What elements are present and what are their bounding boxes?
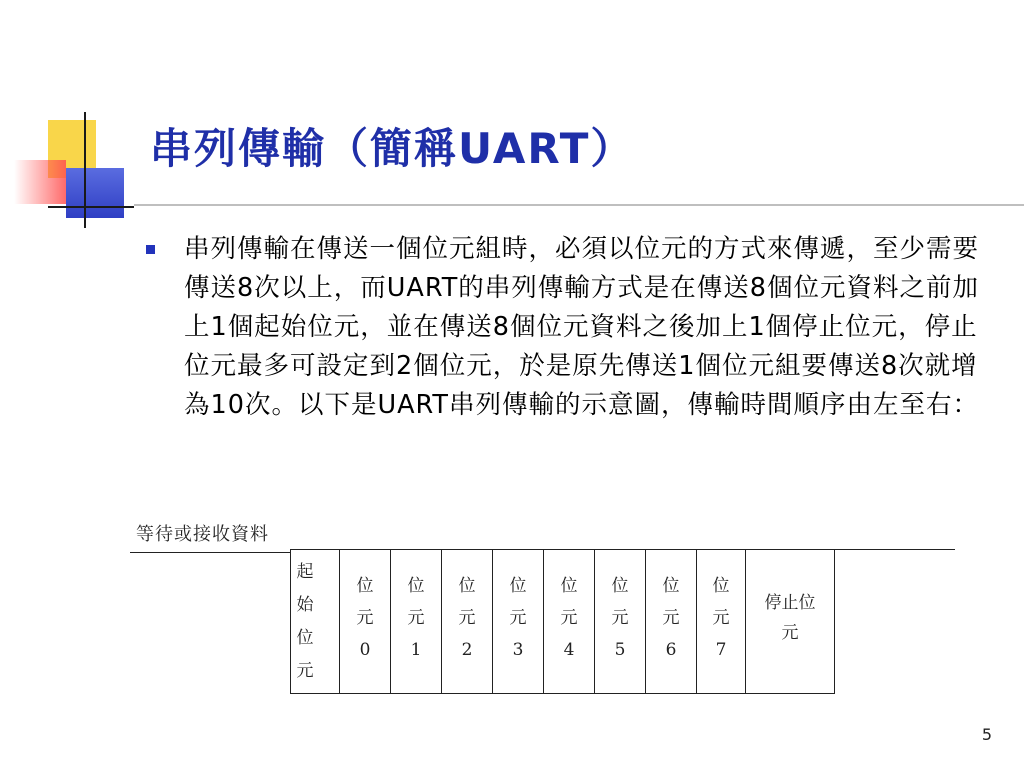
cell-divider <box>543 549 544 694</box>
start-bit-cell: 起 始 位 元 <box>296 562 314 681</box>
data-bit-cell: 位 元 4 <box>560 576 578 660</box>
data-bit-cell: 位 元 0 <box>356 576 374 660</box>
data-bit-cell: 位 元 6 <box>662 576 680 660</box>
cell-divider <box>594 549 595 694</box>
frame-bottom-line <box>290 693 835 694</box>
cell-divider <box>339 549 340 694</box>
cell-divider <box>290 549 291 694</box>
cell-divider <box>834 549 835 694</box>
bullet-square-icon <box>146 245 155 254</box>
bullet-paragraph: 串列傳輸在傳送一個位元組時，必須以位元的方式來傳遞，至少需要傳送8次以上，而UART的串列傳輸方式是在傳送8個位元資料之前加上1個起始位元，並在傳送8個位元資料之後加上1個停止位元，停止位元最多可設定到2個位元，於是原先傳送1個位元組要傳送8次就增為10次。以下是UART串列傳輸的示意圖，傳輸時間順序由左至右： <box>184 234 980 420</box>
cell-divider <box>645 549 646 694</box>
slide-title: 串列傳輸（簡稱UART） <box>150 124 635 173</box>
data-bit-cell: 位 元 1 <box>407 576 425 660</box>
deco-red-square <box>14 160 66 204</box>
title-divider <box>134 204 1024 206</box>
page-number: 5 <box>981 725 992 744</box>
deco-horizontal-line <box>48 206 134 208</box>
deco-blue-square <box>66 168 124 218</box>
data-bit-cell: 位 元 7 <box>712 576 730 660</box>
cell-divider <box>492 549 493 694</box>
cell-divider <box>390 549 391 694</box>
idle-label: 等待或接收資料 <box>136 524 269 545</box>
data-bit-cell: 位 元 2 <box>458 576 476 660</box>
data-bit-cell: 位 元 3 <box>509 576 527 660</box>
idle-line <box>130 552 290 553</box>
cell-divider <box>441 549 442 694</box>
cell-divider <box>745 549 746 694</box>
stop-bit-cell: 停止位 元 <box>764 593 816 643</box>
data-bit-cell: 位 元 5 <box>611 576 629 660</box>
deco-vertical-line <box>84 112 86 228</box>
